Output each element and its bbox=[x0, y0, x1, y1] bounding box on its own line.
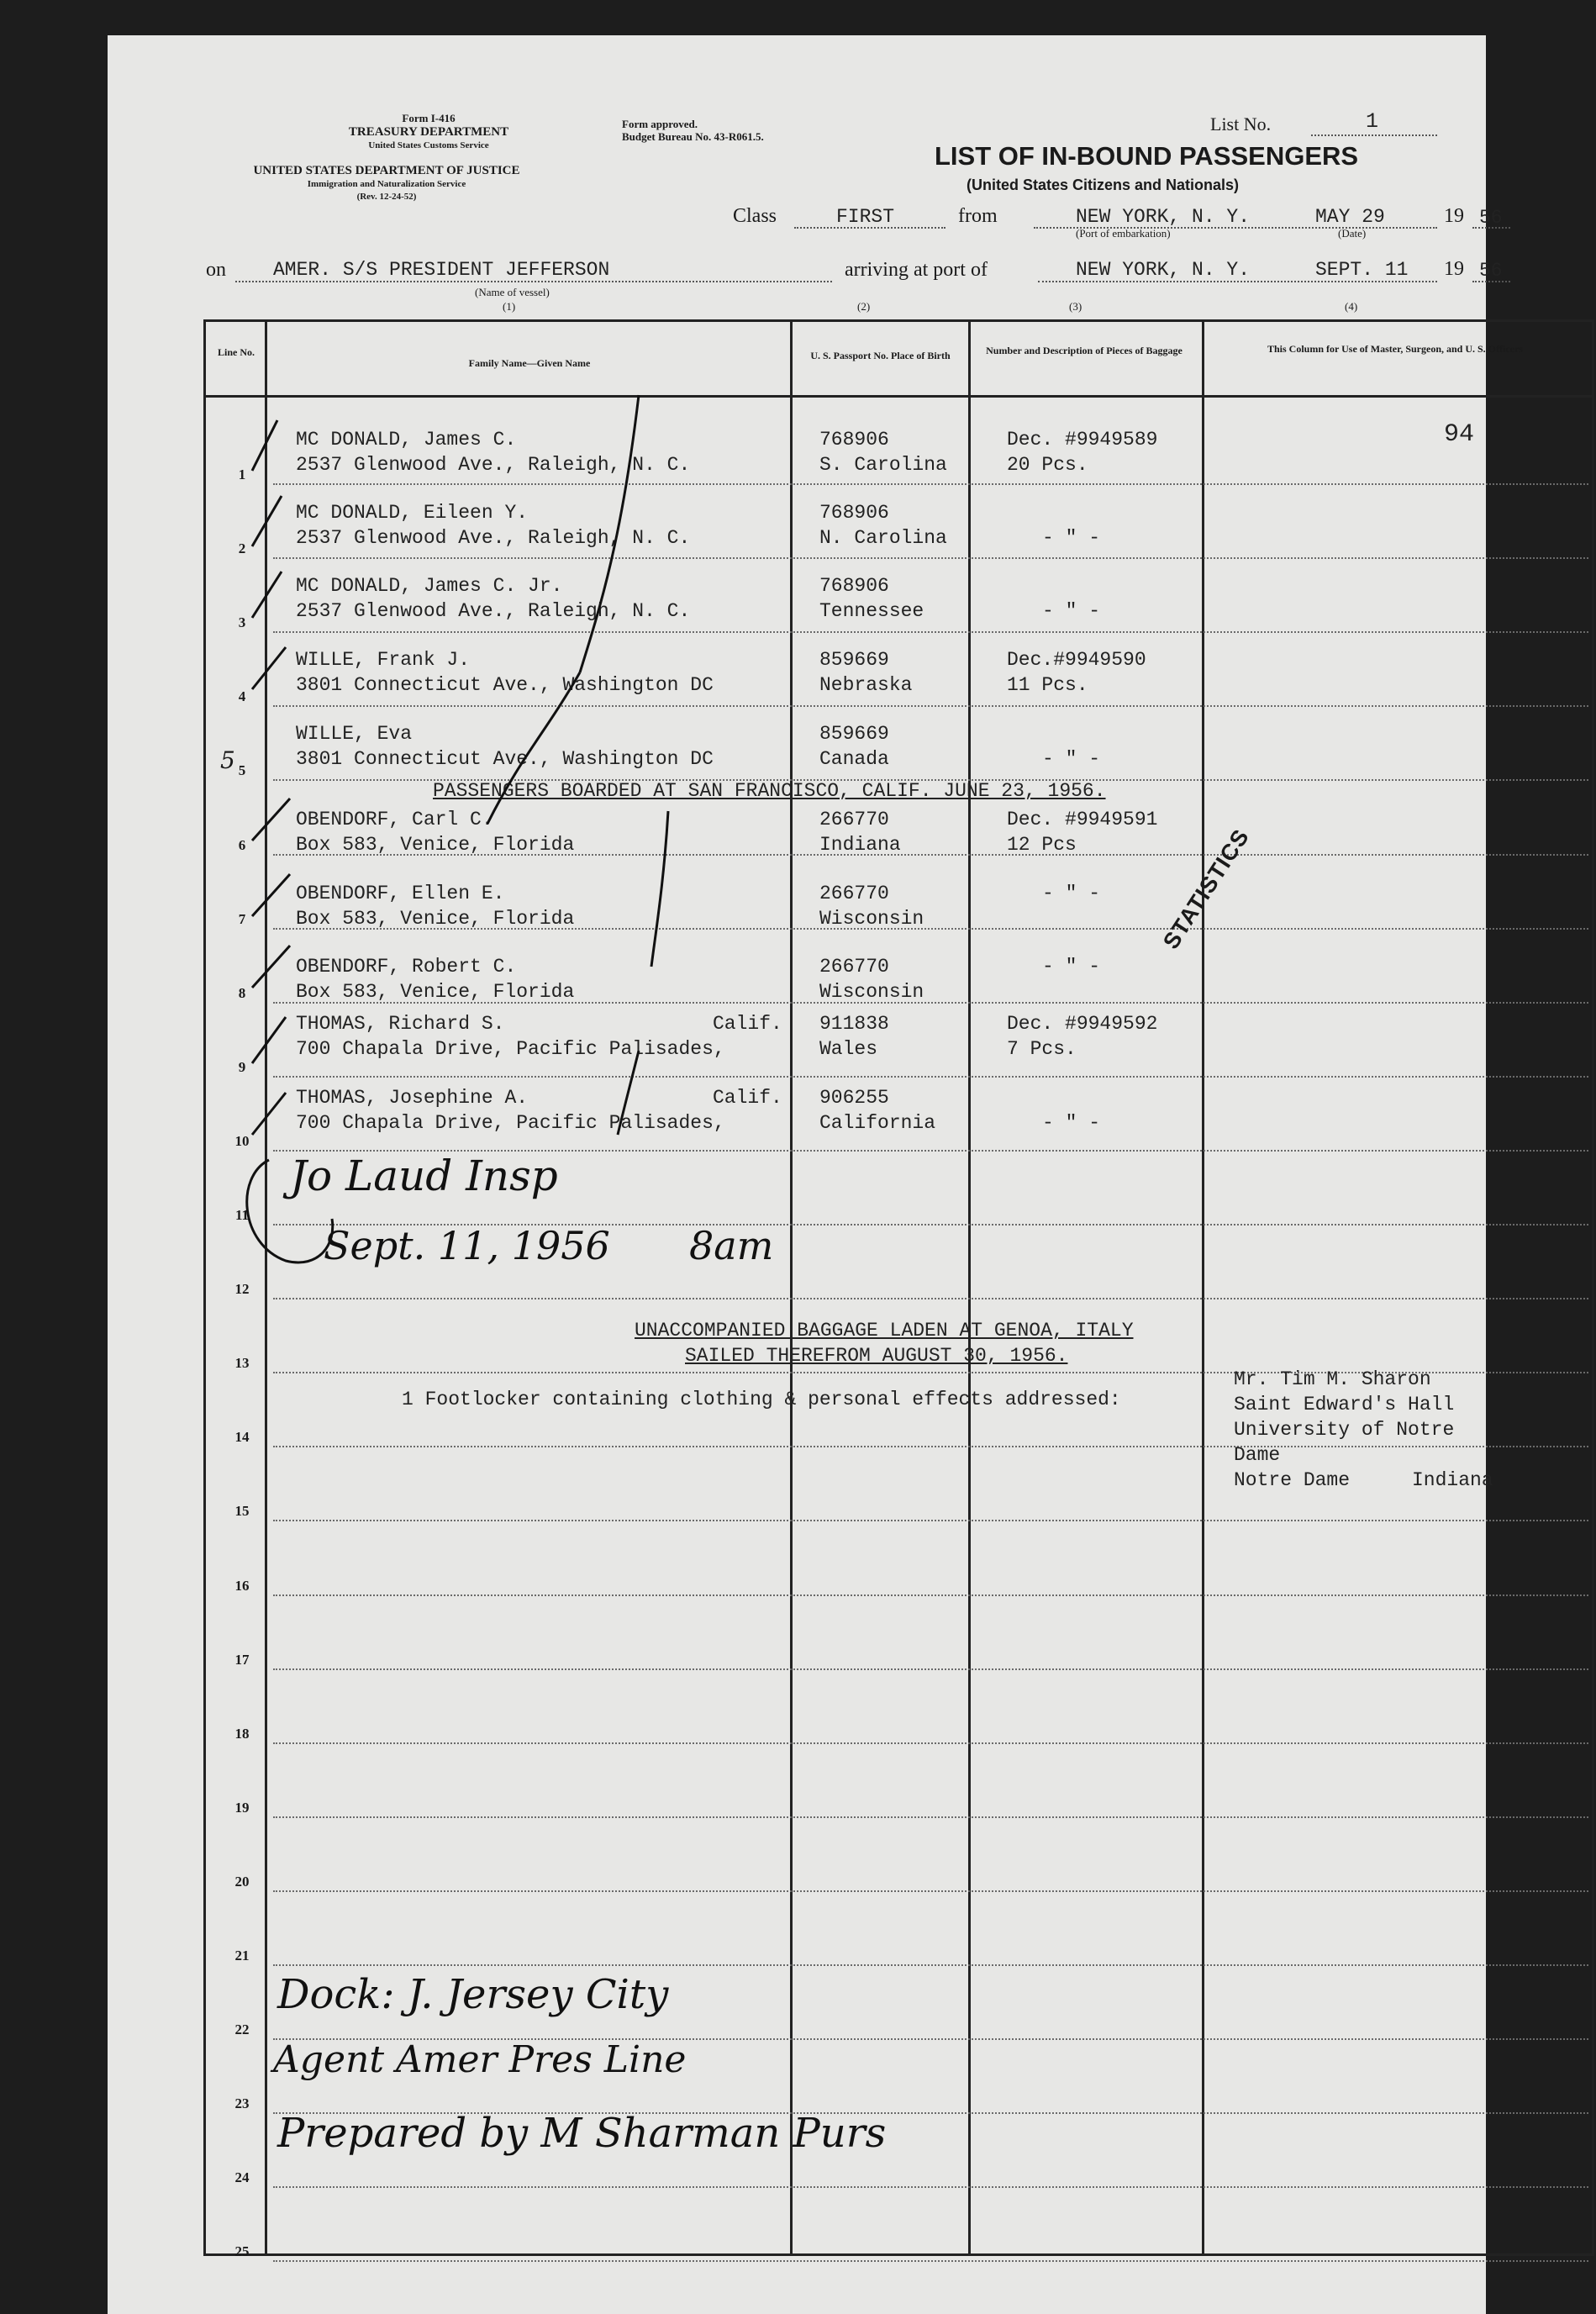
arrival-port: NEW YORK, N. Y. bbox=[1076, 259, 1251, 281]
col-header-name: Family Name—Given Name bbox=[468, 357, 591, 369]
passenger-name: OBENDORF, Ellen E. bbox=[296, 883, 505, 904]
arrival-date: SEPT. 11 bbox=[1315, 259, 1409, 281]
baggage-pieces: 11 Pcs. bbox=[1007, 674, 1088, 696]
line-number: 15 bbox=[234, 1503, 250, 1520]
line-number: 17 bbox=[234, 1651, 250, 1668]
arrival-year: 56 bbox=[1479, 260, 1503, 282]
passport-number: 859669 bbox=[819, 649, 889, 671]
baggage-pieces: - " - bbox=[1042, 600, 1101, 622]
customs-service: United States Customs Service bbox=[368, 140, 489, 150]
line-number: 7 bbox=[238, 910, 246, 927]
passenger-name: OBENDORF, Robert C. bbox=[296, 956, 517, 978]
tally-stroke bbox=[487, 672, 580, 824]
line-number: 21 bbox=[234, 1948, 250, 1963]
passenger-address: 3801 Connecticut Ave., Washington DC bbox=[296, 748, 714, 770]
passenger-address: 2537 Glenwood Ave., Raleigh, N. C. bbox=[296, 454, 691, 476]
line-number: 14 bbox=[234, 1429, 250, 1446]
line-number: 25 bbox=[234, 2243, 250, 2260]
place-of-birth: Tennessee bbox=[819, 600, 924, 622]
passport-number: 906255 bbox=[819, 1087, 889, 1109]
baggage-declaration: Dec. #9949589 bbox=[1007, 429, 1158, 451]
inspector-signature: Jo Laud Insp bbox=[290, 1152, 558, 1200]
passport-number: 768906 bbox=[819, 429, 889, 451]
baggage-note-line1: UNACCOMPANIED BAGGAGE LADEN AT GENOA, ITALY bbox=[635, 1320, 1134, 1341]
from-date-caption: (Date) bbox=[1338, 227, 1367, 240]
line-number: 23 bbox=[234, 2095, 250, 2112]
baggage-pieces: 7 Pcs. bbox=[1007, 1038, 1077, 1060]
list-no-value: 1 bbox=[1366, 109, 1379, 134]
baggage-addressee: Mr. Tim M. Sharon bbox=[1234, 1368, 1431, 1390]
baggage-declaration: Dec.#9949590 bbox=[1007, 649, 1146, 671]
from-caption: (Port of embarkation) bbox=[1076, 227, 1171, 240]
caption-3: (3) bbox=[1069, 300, 1082, 313]
caption-4: (4) bbox=[1345, 300, 1358, 313]
arriving-label: arriving at port of bbox=[845, 259, 988, 281]
baggage-note-line2: SAILED THEREFROM AUGUST 30, 1956. bbox=[685, 1345, 1068, 1367]
baggage-declaration: - " - bbox=[1042, 883, 1101, 904]
baggage-pieces: - " - bbox=[1042, 527, 1101, 549]
baggage-address-state: Indiana bbox=[1412, 1469, 1493, 1491]
arrival-year-prefix: 19 bbox=[1444, 258, 1464, 280]
from-date: MAY 29 bbox=[1315, 206, 1385, 228]
place-of-birth: Nebraska bbox=[819, 674, 913, 696]
line-number: 12 bbox=[234, 1281, 250, 1298]
list-no-label: List No. bbox=[1210, 113, 1272, 134]
class-label: Class bbox=[733, 205, 777, 227]
baggage-declaration: Dec. #9949591 bbox=[1007, 809, 1158, 830]
form-approved: Form approved. bbox=[622, 118, 698, 130]
from-label: from bbox=[958, 205, 998, 227]
baggage-pieces: - " - bbox=[1042, 1112, 1101, 1134]
place-of-birth: Canada bbox=[819, 748, 889, 770]
line-number: 16 bbox=[234, 1577, 250, 1594]
baggage-description: 1 Footlocker containing clothing & personal effects addressed: bbox=[402, 1389, 1121, 1410]
justice-dept: UNITED STATES DEPARTMENT OF JUSTICE bbox=[253, 164, 520, 177]
col-header-line: Line No. bbox=[217, 346, 255, 358]
line-number: 22 bbox=[234, 2021, 250, 2038]
passport-number: 768906 bbox=[819, 502, 889, 524]
passenger-name: MC DONALD, James C. bbox=[296, 429, 517, 451]
place-of-birth: Wisconsin bbox=[819, 908, 924, 930]
passenger-address: 700 Chapala Drive, Pacific Palisades, bbox=[296, 1112, 725, 1134]
passenger-name: MC DONALD, James C. Jr. bbox=[296, 575, 563, 597]
baggage-pieces: 20 Pcs. bbox=[1007, 454, 1088, 476]
line-number: 20 bbox=[234, 1873, 250, 1890]
line-number: 1 bbox=[238, 466, 246, 482]
tally-stroke bbox=[580, 395, 639, 672]
passenger-name: OBENDORF, Carl C. bbox=[296, 809, 493, 830]
passenger-address: Box 583, Venice, Florida bbox=[296, 834, 575, 856]
on-label: on bbox=[206, 259, 226, 281]
baggage-address-line: Saint Edward's Hall bbox=[1234, 1394, 1455, 1415]
inspection-date: Sept. 11, 1956 bbox=[324, 1223, 610, 1268]
passenger-address: 2537 Glenwood Ave., Raleigh, N. C. bbox=[296, 527, 691, 549]
passenger-name: THOMAS, Richard S. bbox=[296, 1013, 505, 1035]
check-mark bbox=[252, 420, 277, 471]
line-number: 18 bbox=[234, 1725, 250, 1742]
baggage-pieces: - " - bbox=[1042, 748, 1101, 770]
line-number: 19 bbox=[234, 1799, 250, 1816]
check-mark bbox=[252, 647, 286, 689]
vessel-caption: (Name of vessel) bbox=[475, 286, 550, 298]
check-mark bbox=[252, 874, 290, 916]
line-number: 13 bbox=[234, 1355, 250, 1372]
line-number: 24 bbox=[234, 2169, 250, 2186]
passport-number: 266770 bbox=[819, 956, 889, 978]
line-number: 5 bbox=[238, 762, 246, 779]
passenger-name: WILLE, Eva bbox=[296, 723, 413, 745]
col-header-baggage: Number and Description of Pieces of Baggage bbox=[986, 345, 1183, 356]
passport-number: 859669 bbox=[819, 723, 889, 745]
passenger-address: 2537 Glenwood Ave., Raleigh, N. C. bbox=[296, 600, 691, 622]
check-mark bbox=[252, 799, 290, 841]
line-number: 6 bbox=[238, 836, 246, 853]
prepared-by-note: Prepared by M Sharman Purs bbox=[277, 2110, 887, 2157]
officer-note: 94 bbox=[1444, 420, 1475, 449]
passport-number: 266770 bbox=[819, 883, 889, 904]
check-mark bbox=[252, 496, 282, 546]
line-number: 2 bbox=[238, 540, 246, 557]
tally-stroke bbox=[618, 1051, 639, 1135]
agent-note: Agent Amer Pres Line bbox=[273, 2038, 687, 2081]
passenger-name: MC DONALD, Eileen Y. bbox=[296, 502, 529, 524]
vessel-name: AMER. S/S PRESIDENT JEFFERSON bbox=[273, 259, 610, 281]
baggage-address-line: Dame bbox=[1234, 1444, 1281, 1466]
place-of-birth: Indiana bbox=[819, 834, 901, 856]
line-number: 11 bbox=[234, 1207, 250, 1223]
tally-stroke bbox=[651, 811, 668, 967]
place-of-birth: S. Carolina bbox=[819, 454, 947, 476]
caption-2: (2) bbox=[857, 300, 871, 313]
baggage-address-line: University of Notre bbox=[1234, 1419, 1455, 1441]
margin-note: 5 bbox=[220, 746, 235, 774]
page-title: LIST OF IN-BOUND PASSENGERS bbox=[935, 141, 1359, 171]
passenger-name: THOMAS, Josephine A. bbox=[296, 1087, 529, 1109]
passport-number: 768906 bbox=[819, 575, 889, 597]
page-subtitle: (United States Citizens and Nationals) bbox=[967, 177, 1240, 193]
ins-service: Immigration and Naturalization Service bbox=[307, 179, 466, 189]
revision: (Rev. 12-24-52) bbox=[356, 192, 417, 202]
from-year: 56 bbox=[1479, 207, 1503, 229]
check-mark bbox=[252, 572, 282, 618]
baggage-declaration: Dec. #9949592 bbox=[1007, 1013, 1158, 1035]
class-value: FIRST bbox=[836, 206, 895, 228]
from-year-prefix: 19 bbox=[1444, 205, 1464, 227]
baggage-declaration: - " - bbox=[1042, 956, 1101, 978]
passport-number: 266770 bbox=[819, 809, 889, 830]
from-value: NEW YORK, N. Y. bbox=[1076, 206, 1251, 228]
passenger-address: 3801 Connecticut Ave., Washington DC bbox=[296, 674, 714, 696]
passport-number: 911838 bbox=[819, 1013, 889, 1035]
place-of-birth: California bbox=[819, 1112, 936, 1134]
passenger-name: WILLE, Frank J. bbox=[296, 649, 471, 671]
passenger-address: 700 Chapala Drive, Pacific Palisades, bbox=[296, 1038, 725, 1060]
boarded-note: PASSENGERS BOARDED AT SAN FRANCISCO, CALIF. JUNE 23, 1956. bbox=[433, 780, 1106, 802]
treasury-dept: TREASURY DEPARTMENT bbox=[348, 125, 509, 139]
statistics-stamp: STATISTICS bbox=[1158, 824, 1255, 954]
baggage-address-line: Notre Dame bbox=[1234, 1469, 1351, 1491]
passenger-state: Calif. bbox=[713, 1087, 782, 1109]
baggage-pieces: 12 Pcs bbox=[1007, 834, 1077, 856]
caption-1: (1) bbox=[503, 300, 516, 313]
place-of-birth: Wisconsin bbox=[819, 981, 924, 1003]
place-of-birth: N. Carolina bbox=[819, 527, 947, 549]
col-header-passport: U. S. Passport No. Place of Birth bbox=[810, 350, 951, 361]
col-header-officers: This Column for Use of Master, Surgeon, and U. S. Officers bbox=[1267, 343, 1523, 355]
check-mark bbox=[252, 1017, 286, 1063]
check-mark bbox=[252, 1093, 286, 1135]
line-number: 3 bbox=[238, 614, 246, 631]
passenger-address: Box 583, Venice, Florida bbox=[296, 908, 575, 930]
line-number: 10 bbox=[234, 1132, 250, 1149]
passenger-address: Box 583, Venice, Florida bbox=[296, 981, 575, 1003]
dock-note: Dock: J. Jersey City bbox=[277, 1971, 669, 2018]
check-mark bbox=[252, 946, 290, 988]
budget-bureau: Budget Bureau No. 43-R061.5. bbox=[622, 130, 764, 143]
line-number: 8 bbox=[238, 984, 246, 1001]
line-number: 9 bbox=[238, 1058, 246, 1075]
inspection-time: 8am bbox=[689, 1223, 774, 1268]
place-of-birth: Wales bbox=[819, 1038, 878, 1060]
line-number: 4 bbox=[238, 688, 246, 705]
form-number: Form I-416 bbox=[402, 112, 456, 124]
passenger-state: Calif. bbox=[713, 1013, 782, 1035]
